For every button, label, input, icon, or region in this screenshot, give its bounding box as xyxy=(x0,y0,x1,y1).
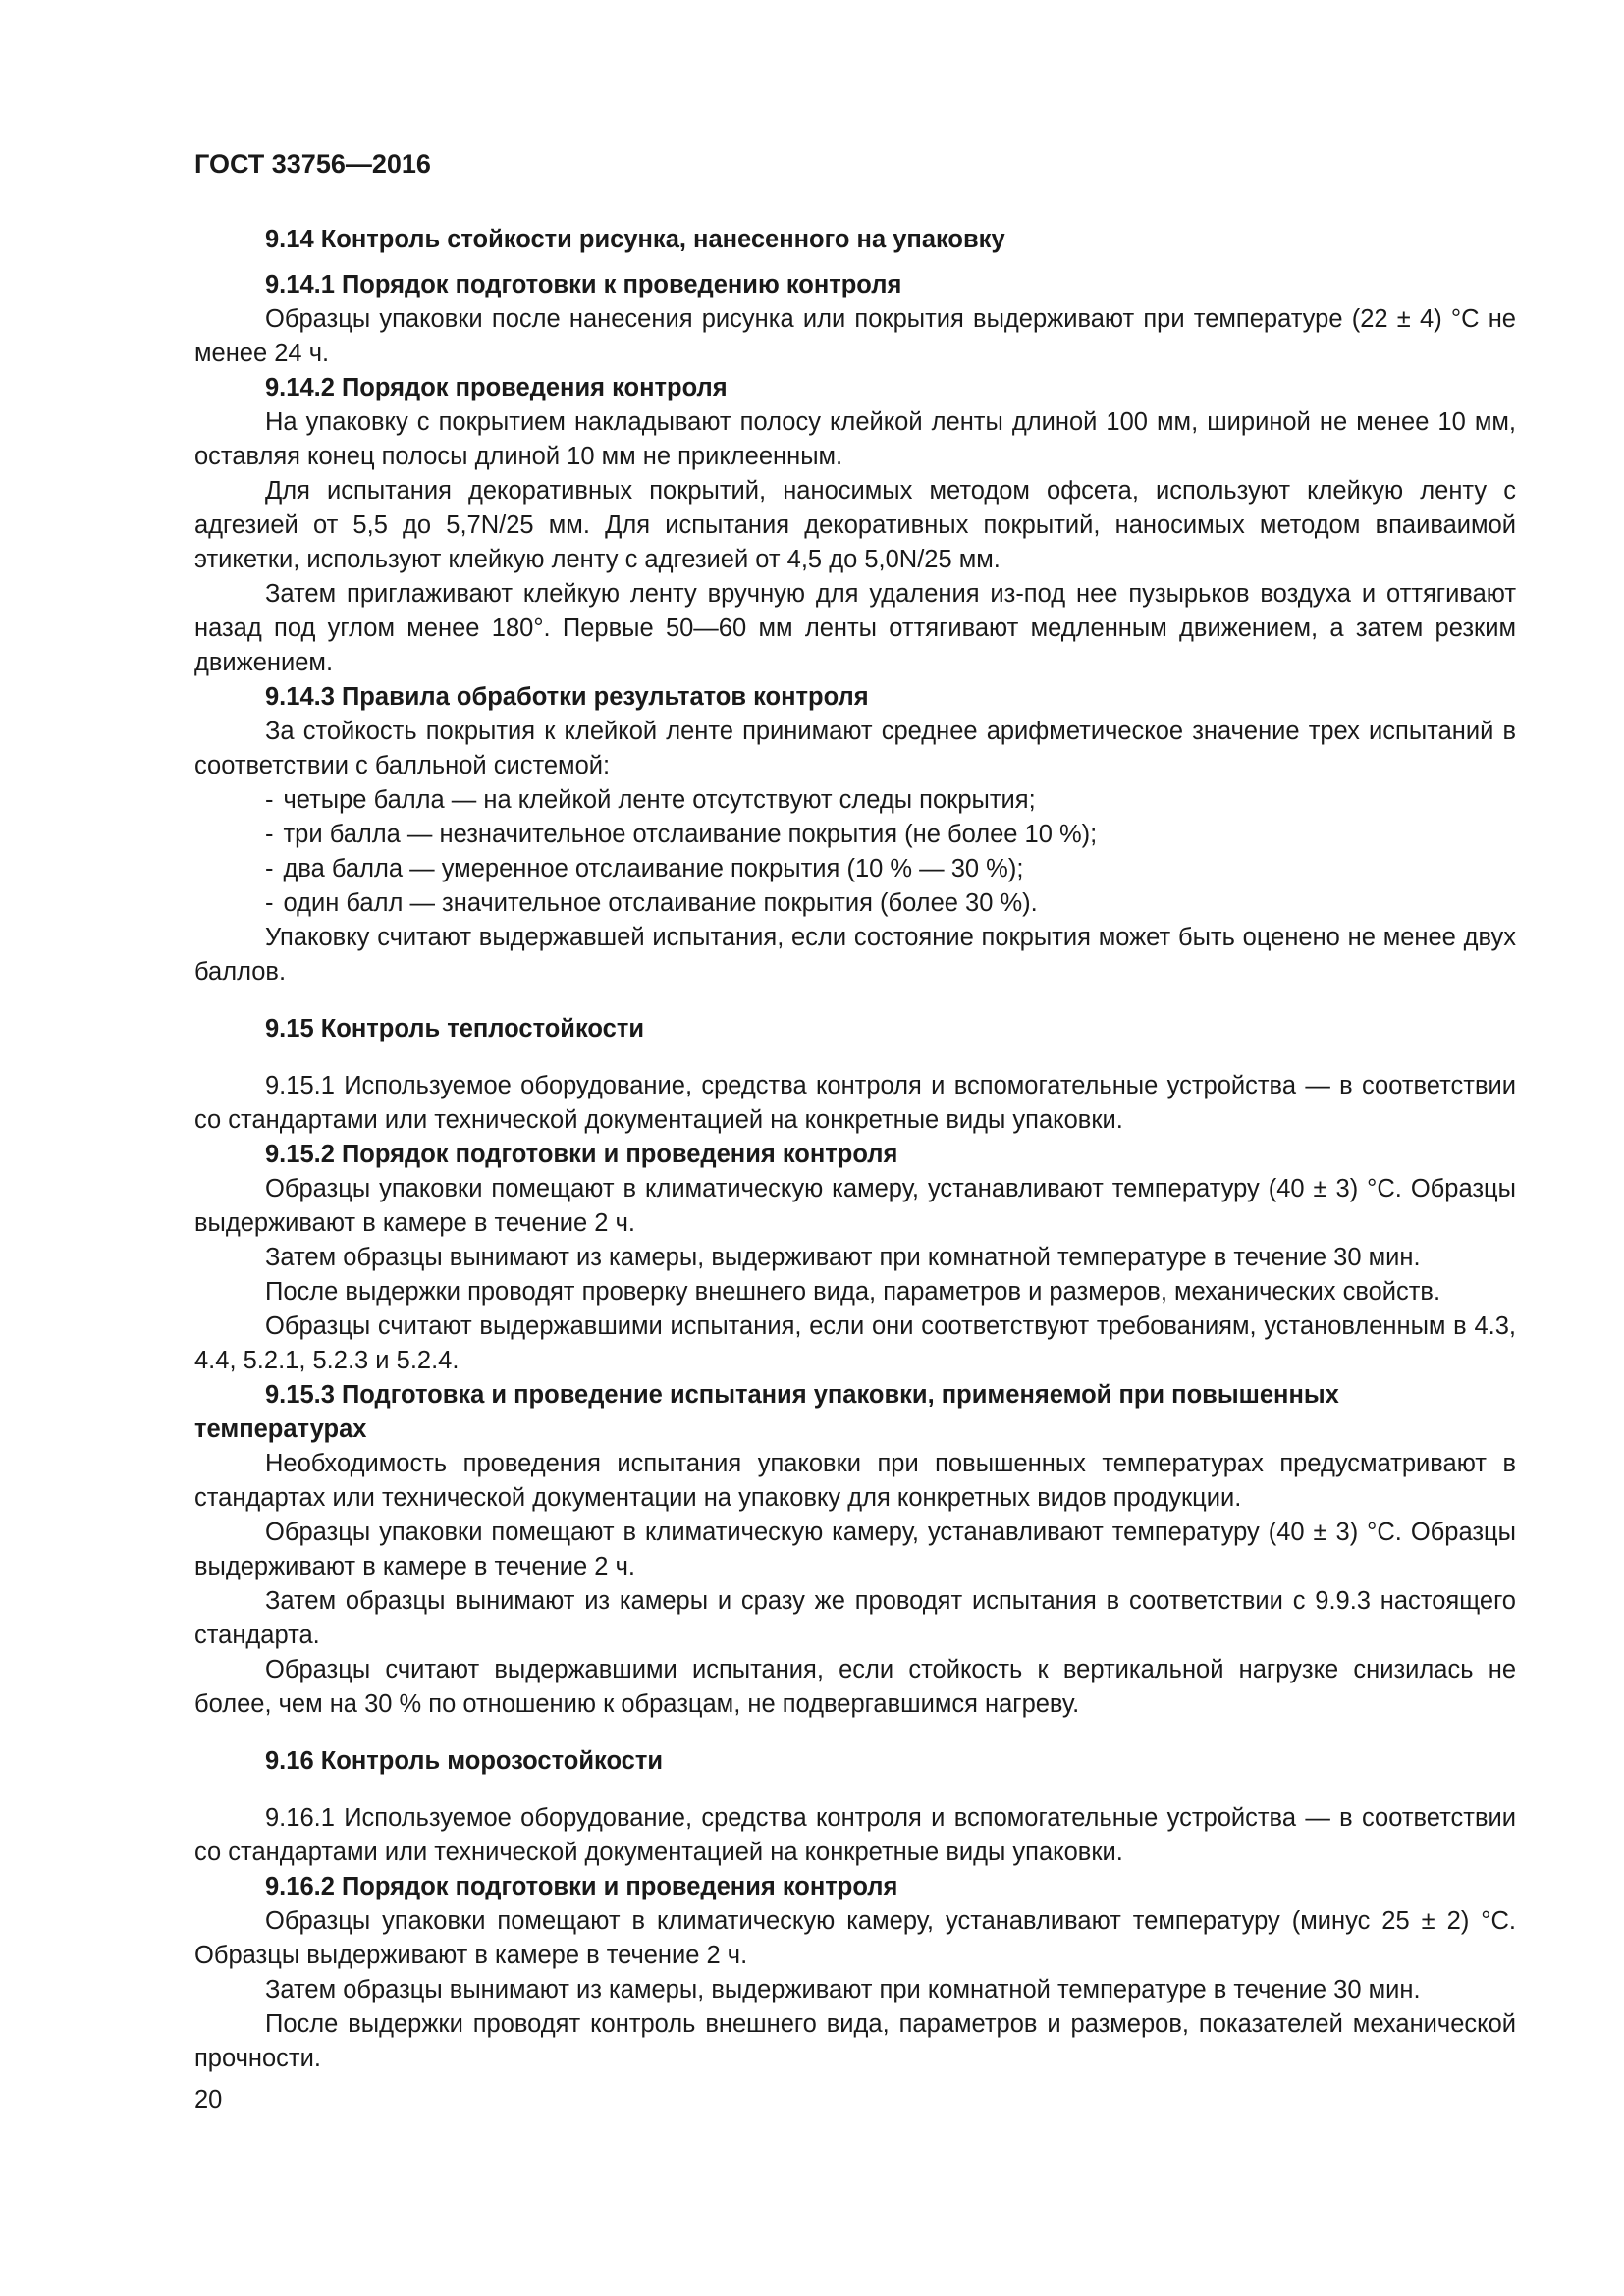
paragraph: Образцы считают выдержавшими испытания, если они соответствуют требованиям, установленным в 4.3, 4.4, 5.2.1, 5.2.3 и 5.2.4. xyxy=(194,1312,1516,1374)
page-number: 20 xyxy=(194,2086,223,2113)
list-item-text: один балл — значительное отслаивание покрытия (более 30 %). xyxy=(283,889,1038,917)
section-heading: 9.15 Контроль теплостойкости xyxy=(265,1015,644,1042)
paragraph: После выдержки проводят проверку внешнего вида, параметров и размеров, механических свойств. xyxy=(265,1278,1441,1306)
section-heading: 9.16 Контроль морозостойкости xyxy=(265,1747,664,1775)
paragraph: Образцы упаковки помещают в климатическую камеру, устанавливают температуру (40 ± 3) °С. Образцы выдерживают в камере в течение 2 ч. xyxy=(194,1519,1516,1580)
list-item-text: четыре балла — на клейкой ленте отсутствуют следы покрытия; xyxy=(283,786,1036,814)
paragraph: Необходимость проведения испытания упаковки при повышенных температурах предусматривают в стандартах или технической документации на упаковку для конкретных видов продукции. xyxy=(194,1450,1516,1512)
subsection-heading: 9.16.2 Порядок подготовки и проведения контроля xyxy=(265,1873,898,1900)
paragraph: Затем приглаживают клейкую ленту вручную для удаления из-под нее пузырьков воздуха и оттягивают назад под углом менее 180°. Первые 50—60 мм ленты оттягивают медленным движением, а затем резким движением. xyxy=(194,580,1516,676)
list-item-text: три балла — незначительное отслаивание покрытия (не более 10 %); xyxy=(283,821,1098,848)
subsection-heading: 9.15.3 Подготовка и проведение испытания упаковки, применяемой при повышенных температурах xyxy=(194,1381,1339,1443)
paragraph: Образцы упаковки после нанесения рисунка или покрытия выдерживают при температуре (22 ± 4) °С не менее 24 ч. xyxy=(194,305,1516,367)
paragraph: Образцы считают выдержавшими испытания, если стойкость к вертикальной нагрузке снизилась не более, чем на 30 % по отношению к образцам, не подвергавшимся нагреву. xyxy=(194,1656,1516,1718)
paragraph: 9.15.1 Используемое оборудование, средства контроля и вспомогательные устройства — в соответствии со стандартами или технической документацией на конкретные виды упаковки. xyxy=(194,1072,1516,1134)
list-item: - три балла — незначительное отслаивание покрытия (не более 10 %); xyxy=(265,821,1098,848)
subsection-heading: 9.15.2 Порядок подготовки и проведения контроля xyxy=(265,1141,898,1168)
document-code: ГОСТ 33756—2016 xyxy=(194,149,431,179)
paragraph: Образцы упаковки помещают в климатическую камеру, устанавливают температуру (минус 25 ± 2) °С. Образцы выдерживают в камере в течение 2 ч. xyxy=(194,1907,1516,1969)
paragraph: Упаковку считают выдержавшей испытания, если состояние покрытия может быть оценено не менее двух баллов. xyxy=(194,924,1516,986)
paragraph: Затем образцы вынимают из камеры, выдерживают при комнатной температуре в течение 30 мин. xyxy=(265,1976,1421,2003)
paragraph: 9.16.1 Используемое оборудование, средства контроля и вспомогательные устройства — в соответствии со стандартами или технической документацией на конкретные виды упаковки. xyxy=(194,1804,1516,1866)
paragraph: После выдержки проводят контроль внешнего вида, параметров и размеров, показателей механической прочности. xyxy=(194,2010,1516,2072)
document-page xyxy=(194,147,1516,2076)
list-item: - один балл — значительное отслаивание покрытия (более 30 %). xyxy=(265,889,1038,917)
subsection-heading: 9.14.3 Правила обработки результатов контроля xyxy=(265,683,869,711)
section-9-15 xyxy=(194,1012,1516,1722)
list-item-text: два балла — умеренное отслаивание покрытия (10 % — 30 %); xyxy=(283,855,1024,882)
section-9-16 xyxy=(194,1744,1516,2076)
subsection-heading: 9.14.1 Порядок подготовки к проведению контроля xyxy=(265,271,902,298)
score-list xyxy=(194,783,1516,921)
list-item: - четыре балла — на клейкой ленте отсутствуют следы покрытия; xyxy=(265,786,1036,814)
paragraph: За стойкость покрытия к клейкой ленте принимают среднее арифметическое значение трех испытаний в соответствии с балльной системой: xyxy=(194,718,1516,779)
paragraph: Образцы упаковки помещают в климатическую камеру, устанавливают температуру (40 ± 3) °С. Образцы выдерживают в камере в течение 2 ч. xyxy=(194,1175,1516,1237)
section-heading: 9.14 Контроль стойкости рисунка, нанесенного на упаковку xyxy=(265,226,1005,253)
paragraph: Для испытания декоративных покрытий, наносимых методом офсета, используют клейкую ленту с адгезией от 5,5 до 5,7N/25 мм. Для испытания декоративных покрытий, наносимых методом впаиваимой этикетки, используют клейкую ленту с адгезией от 4,5 до 5,0N/25 мм. xyxy=(194,477,1516,573)
paragraph: Затем образцы вынимают из камеры и сразу же проводят испытания в соответствии с 9.9.3 настоящего стандарта. xyxy=(194,1587,1516,1649)
paragraph: На упаковку с покрытием накладывают полосу клейкой ленты длиной 100 мм, шириной не менее 10 мм, оставляя конец полосы длиной 10 мм не приклеенным. xyxy=(194,408,1516,470)
section-9-14 xyxy=(194,223,1516,989)
list-item: - два балла — умеренное отслаивание покрытия (10 % — 30 %); xyxy=(265,855,1024,882)
paragraph: Затем образцы вынимают из камеры, выдерживают при комнатной температуре в течение 30 мин. xyxy=(265,1244,1421,1271)
subsection-heading: 9.14.2 Порядок проведения контроля xyxy=(265,374,728,401)
